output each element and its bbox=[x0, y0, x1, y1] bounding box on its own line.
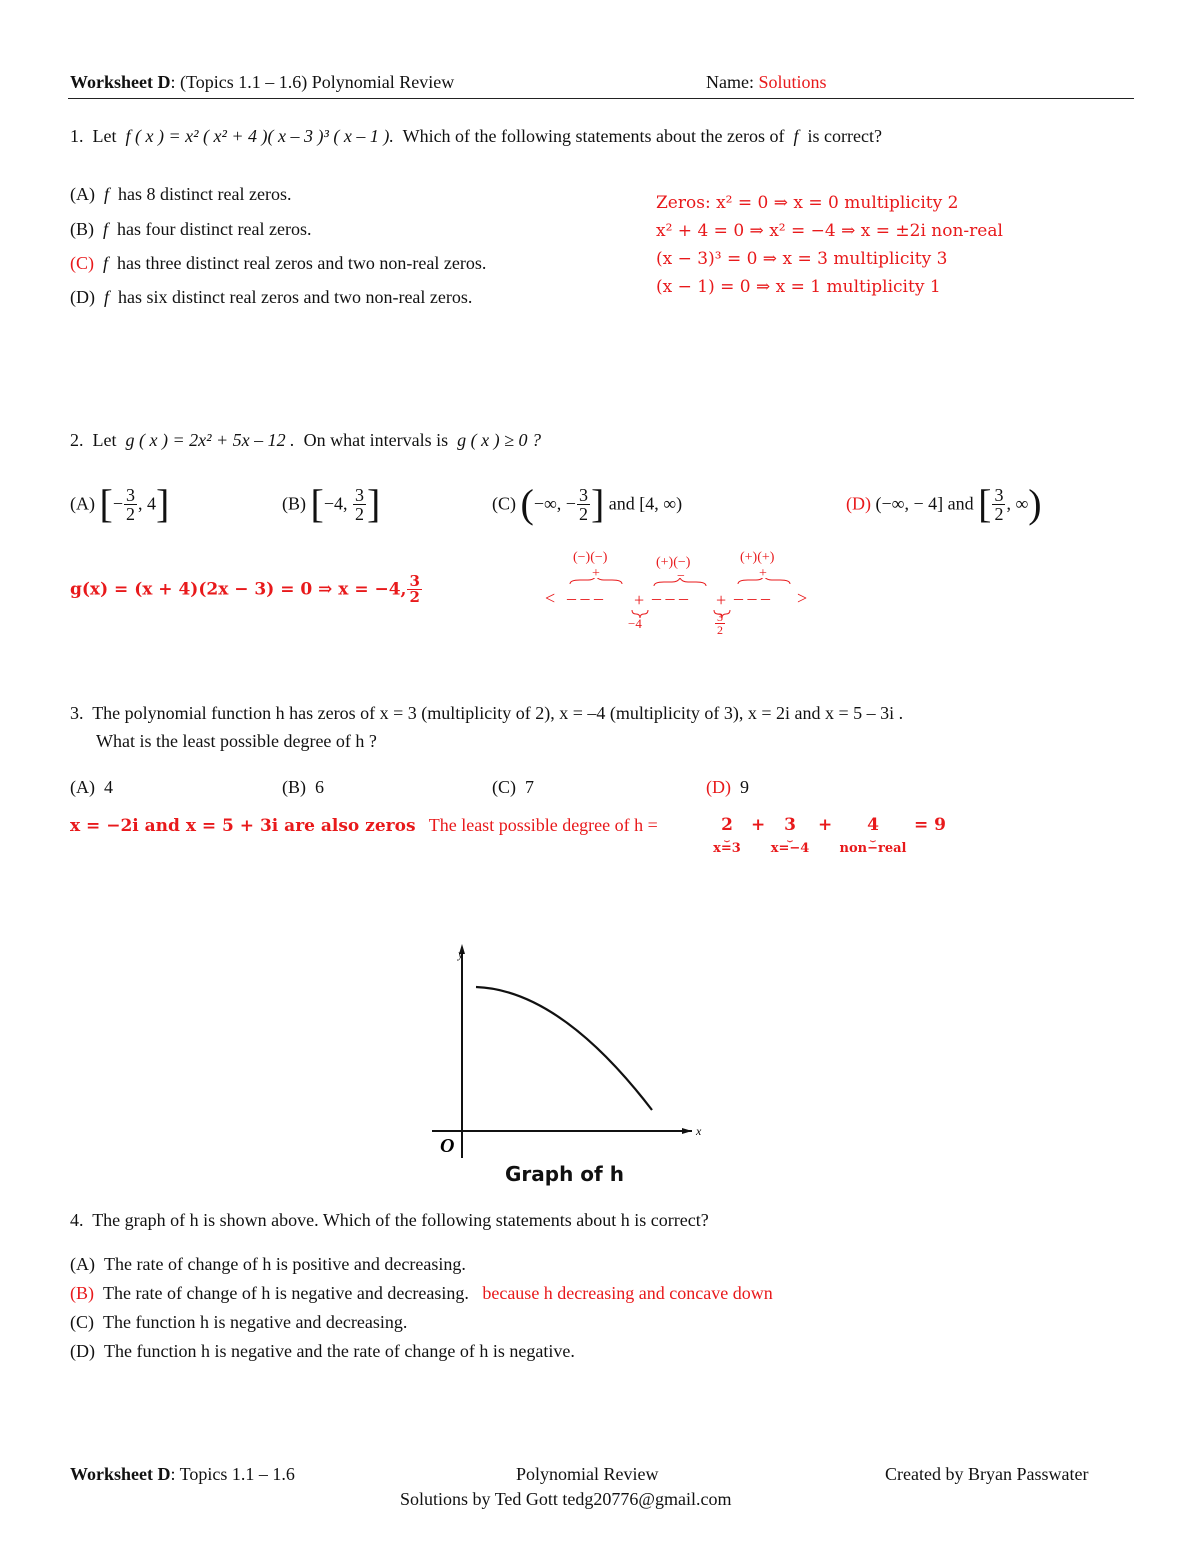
q3-number: 3. bbox=[70, 703, 84, 723]
plus-sign: + bbox=[751, 815, 766, 835]
worksheet-header bbox=[70, 72, 454, 93]
name-value: Solutions bbox=[758, 72, 827, 92]
q4-number: 4. bbox=[70, 1210, 84, 1230]
option-text: The rate of change of h is negative and decreasing. bbox=[103, 1283, 469, 1303]
option-text: 4 bbox=[104, 777, 113, 797]
dashes: – – – bbox=[567, 588, 603, 608]
sign-factors: (+)(+) bbox=[740, 550, 775, 565]
q4-solution: because h decreasing and concave down bbox=[482, 1283, 773, 1303]
dashes: – – – bbox=[734, 588, 770, 608]
option-letter: (C) bbox=[492, 493, 516, 514]
sign-factors: (+)(−) bbox=[656, 555, 691, 570]
q2-option-d: (D) (−∞, − 4] and [ $\frac{3}{2}$ , ∞) bbox=[846, 481, 1042, 526]
footer-left bbox=[70, 1464, 295, 1485]
q1-function: f ( x ) = x² ( x² + 4 )( x – 3 )³ ( x – 1 ). bbox=[125, 126, 394, 146]
q1-fsym: f bbox=[793, 126, 799, 146]
term-value: 3 bbox=[784, 815, 796, 835]
option-letter: (B) bbox=[282, 493, 306, 514]
term-value: 2 bbox=[721, 815, 733, 835]
option-letter: (D) bbox=[846, 493, 871, 514]
sign-factors: (−)(−) bbox=[573, 550, 608, 565]
origin-label: O bbox=[440, 1135, 455, 1157]
option-text: The rate of change of h is positive and decreasing. bbox=[104, 1254, 466, 1274]
q1-option-fsym: f bbox=[103, 219, 109, 239]
fraction: $\frac{3}{2}$ bbox=[354, 484, 364, 524]
plus-sign: + bbox=[716, 590, 727, 610]
footer-solutions-by: Solutions by Ted Gott tedg20776@gmail.com bbox=[400, 1489, 732, 1509]
option-text: has four distinct real zeros. bbox=[117, 219, 312, 239]
q3-option-d bbox=[706, 777, 749, 798]
option-letter: (D) bbox=[70, 1341, 95, 1361]
option-letter: (A) bbox=[70, 184, 95, 204]
brace bbox=[632, 610, 648, 618]
q1-option-fsym: f bbox=[104, 184, 110, 204]
q1-option-d bbox=[70, 287, 472, 308]
q1-question-end: is correct? bbox=[807, 126, 882, 146]
degree-term: 3 ⏟ x=−4 bbox=[768, 815, 812, 856]
option-text: 7 bbox=[525, 777, 534, 797]
q2-option-c: (C) (−∞, − $\frac{3}{2}$ ] and [4, ∞) bbox=[492, 481, 683, 526]
q2-lead: Let bbox=[92, 430, 117, 450]
plus-sign: + bbox=[818, 815, 833, 835]
q3-option-c bbox=[492, 777, 534, 798]
q1-option-fsym: f bbox=[104, 287, 110, 307]
interval-text: [4, ∞) bbox=[639, 493, 683, 514]
and-text: and bbox=[947, 493, 974, 514]
sign-result: + bbox=[592, 566, 600, 581]
sign-result: − bbox=[677, 569, 685, 584]
option-letter: (B) bbox=[282, 777, 306, 797]
q3-option-b bbox=[282, 777, 324, 798]
q4-question: The graph of h is shown above. Which of the following statements about h is correct? bbox=[92, 1210, 709, 1230]
q3-solution bbox=[70, 815, 658, 836]
q1-option-a bbox=[70, 184, 291, 205]
sign-chart-braces bbox=[560, 578, 820, 628]
sign-result: + bbox=[759, 566, 767, 581]
q2-function: g ( x ) = 2x² + 5x – 12 . bbox=[125, 430, 295, 450]
q1-option-c bbox=[70, 253, 486, 274]
q4-prompt bbox=[70, 1210, 709, 1231]
footer-right: Created by Bryan Passwater bbox=[885, 1464, 1089, 1484]
q3-line1: The polynomial function h has zeros of x = 3 (multiplicity of 2), x = –4 (multiplicity of 3), x = 2i and x = 5 – 3i . bbox=[92, 703, 904, 723]
option-letter: (C) bbox=[492, 777, 516, 797]
degree-term: 4 ⏟ non−real bbox=[836, 815, 910, 856]
x-axis-arrow bbox=[682, 1128, 692, 1134]
interval-text: , 4 bbox=[137, 493, 156, 514]
option-letter: (C) bbox=[70, 253, 94, 273]
option-text: has six distinct real zeros and two non-real zeros. bbox=[118, 287, 473, 307]
graph-of-h bbox=[420, 940, 720, 1170]
q1-number: 1. bbox=[70, 126, 84, 146]
q1-prompt bbox=[70, 126, 882, 147]
critical-point: −4 bbox=[628, 616, 642, 631]
name-label: Name: bbox=[706, 72, 759, 92]
footer-topics: : Topics 1.1 – 1.6 bbox=[170, 1464, 295, 1484]
option-letter: (B) bbox=[70, 219, 94, 239]
q1-question: Which of the following statements about the zeros of bbox=[402, 126, 785, 146]
q1-solution-line: Zeros: x² = 0 ⇒ x = 0 multiplicity 2 bbox=[656, 193, 959, 213]
q2-number: 2. bbox=[70, 430, 84, 450]
q1-option-fsym: f bbox=[103, 253, 109, 273]
q4-option-b bbox=[70, 1283, 773, 1304]
interval-text: − bbox=[112, 493, 123, 514]
interval-text: , ∞ bbox=[1006, 493, 1029, 514]
q4-option-d bbox=[70, 1341, 575, 1362]
option-text: has three distinct real zeros and two non-real zeros. bbox=[117, 253, 487, 273]
q1-solution-line: x² + 4 = 0 ⇒ x² = −4 ⇒ x = ±2i non-real bbox=[656, 221, 1003, 241]
option-text: 6 bbox=[315, 777, 324, 797]
option-text: The function h is negative and the rate of change of h is negative. bbox=[104, 1341, 575, 1361]
interval-text: −∞, − bbox=[533, 493, 576, 514]
term-label: x=−4 bbox=[770, 841, 810, 856]
header-rule bbox=[68, 98, 1134, 99]
q2-solution bbox=[70, 574, 423, 605]
q2-prompt bbox=[70, 430, 541, 451]
right-arrow: > bbox=[797, 588, 808, 608]
fraction: $\frac{3}{2}$ bbox=[578, 484, 588, 524]
q2-question: On what intervals is bbox=[303, 430, 449, 450]
fraction: $\frac{3}{2}$ bbox=[125, 484, 135, 524]
graph-title: Graph of h bbox=[505, 1162, 624, 1186]
q1-solution-line: (x − 1) = 0 ⇒ x = 1 multiplicity 1 bbox=[656, 277, 941, 297]
y-axis-label: y bbox=[458, 947, 464, 961]
critical-point: $\frac{3}{2}$ bbox=[717, 610, 723, 637]
interval-text: −4, bbox=[323, 493, 352, 514]
q1-option-b bbox=[70, 219, 311, 240]
term-label: x=3 bbox=[713, 841, 741, 856]
brace bbox=[714, 610, 730, 618]
q1-lead: Let bbox=[92, 126, 117, 146]
option-text: 9 bbox=[740, 777, 749, 797]
degree-total: = 9 bbox=[914, 815, 946, 835]
interval-text: (−∞, − 4] bbox=[875, 493, 944, 514]
q1-solution bbox=[656, 189, 1003, 301]
option-letter: (D) bbox=[706, 777, 731, 797]
option-letter: (C) bbox=[70, 1312, 94, 1332]
option-letter: (A) bbox=[70, 1254, 95, 1274]
option-letter: (D) bbox=[70, 287, 95, 307]
q3-solution-degree: The least possible degree of h = bbox=[428, 815, 658, 835]
worksheet-topics: : (Topics 1.1 – 1.6) Polynomial Review bbox=[170, 72, 455, 92]
q2-option-b: (B) [−4, $\frac{3}{2}$ ] bbox=[282, 481, 381, 526]
h-curve bbox=[476, 987, 652, 1110]
option-text: The function h is negative and decreasing. bbox=[103, 1312, 408, 1332]
q3-solution-zeros: x = −2i and x = 5 + 3i are also zeros bbox=[70, 816, 416, 836]
and-text: and bbox=[608, 493, 635, 514]
q4-option-a bbox=[70, 1254, 466, 1275]
footer-worksheet-label: Worksheet D bbox=[70, 1464, 171, 1484]
footer-center: Polynomial Review bbox=[516, 1464, 659, 1484]
q2-solution-text: g(x) = (x + 4)(2x − 3) = 0 ⇒ x = −4, bbox=[70, 579, 407, 600]
q3-prompt bbox=[70, 703, 903, 724]
dashes: – – – bbox=[652, 588, 688, 608]
q3-line2: What is the least possible degree of h ? bbox=[96, 731, 377, 751]
brace bbox=[738, 578, 790, 584]
left-arrow: < bbox=[545, 588, 556, 608]
name-line bbox=[706, 72, 827, 93]
x-axis-label: x bbox=[696, 1124, 702, 1138]
option-letter: (B) bbox=[70, 1283, 94, 1303]
q1-solution-line: (x − 3)³ = 0 ⇒ x = 3 multiplicity 3 bbox=[656, 249, 948, 269]
fraction: $\frac{3}{2}$ bbox=[994, 484, 1004, 524]
option-text: has 8 distinct real zeros. bbox=[118, 184, 292, 204]
fraction: $\frac{3}{2}$ bbox=[409, 572, 420, 606]
q2-condition: g ( x ) ≥ 0 ? bbox=[457, 430, 541, 450]
q3-option-a bbox=[70, 777, 113, 798]
brace bbox=[654, 578, 706, 586]
q2-option-a: (A) [− $\frac{3}{2}$ , 4] bbox=[70, 481, 170, 526]
degree-term: 2 ⏟ x=3 bbox=[713, 815, 741, 856]
plus-sign: + bbox=[634, 590, 645, 610]
option-letter: (A) bbox=[70, 493, 95, 514]
worksheet-label: Worksheet D bbox=[70, 72, 171, 92]
option-letter: (A) bbox=[70, 777, 95, 797]
q4-option-c bbox=[70, 1312, 407, 1333]
brace bbox=[570, 578, 622, 584]
term-value: 4 bbox=[867, 815, 879, 835]
term-label: non−real bbox=[839, 841, 907, 856]
